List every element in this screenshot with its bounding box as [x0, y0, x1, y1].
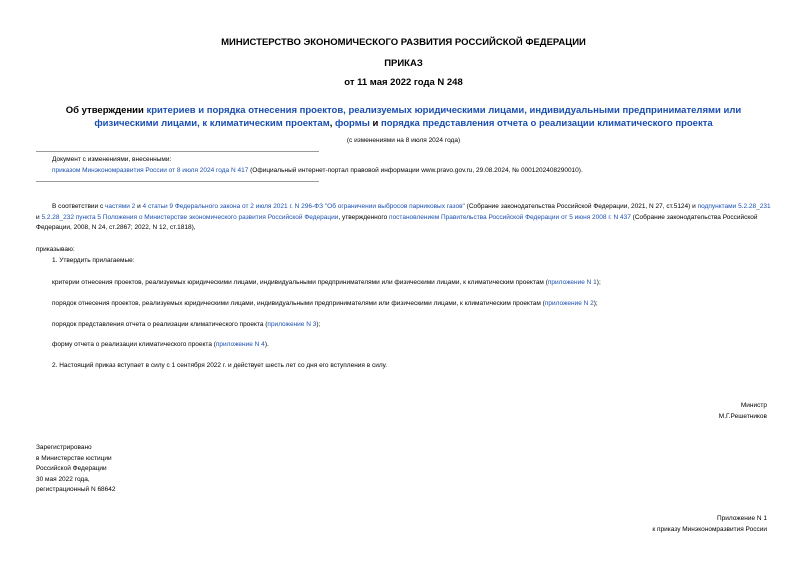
appendix-3-link[interactable]: приложение N 3	[267, 321, 317, 328]
order-word: приказываю:	[36, 246, 75, 253]
appendix-header-line1: Приложение N 1	[716, 515, 767, 522]
appendix-2-link[interactable]: приложение N 2	[544, 300, 594, 307]
divider-bottom	[36, 181, 319, 182]
order-heading: ПРИКАЗ	[384, 58, 423, 69]
basis-text: (Собрание законодательства Российской Федерации, 2008, N 24, ст.2867; 2022, N 12, ст.1818),	[36, 213, 758, 231]
basis-text: В соответствии с	[52, 203, 106, 210]
appendix-text: порядок представления отчета о реализации климатического проекта (	[52, 321, 268, 328]
amendments-note: (с изменениями на 8 июля 2024 года)	[346, 137, 461, 144]
basis-text: и	[36, 213, 42, 221]
basis-text: (Собрание законодательства Российской Федерации, 2021, N 27, ст.5124) и	[464, 203, 698, 210]
document-title	[36, 104, 771, 130]
registration-line: в Министерстве юстиции	[36, 454, 112, 462]
document-changes-note	[52, 154, 772, 176]
doc-note-line1: Документ с изменениями, внесенными:	[52, 156, 172, 163]
appendix-item-1	[52, 278, 772, 289]
title-sep: ,	[329, 118, 336, 129]
amending-order-link[interactable]: приказом Минэкономразвития России от 8 июля 2024 года N 417	[52, 167, 249, 174]
item-2: 2. Настоящий приказ вступает в силу с 1 сентября 2022 г. и действует шесть лет со дня его вступления в силу.	[52, 362, 388, 369]
basis-link-regulation[interactable]: 5.2.28_232 пункта 5 Положения о Министерстве экономического развития Российской Федерации	[41, 213, 339, 221]
appendix-1-link[interactable]: приложение N 1	[547, 279, 597, 286]
appendix-text: критерии отнесения проектов, реализуемых юридическими лицами, индивидуальными предпринимателями или физическими лицами, к климатическим проектам (	[52, 279, 548, 286]
appendix-text: порядок отнесения проектов, реализуемых юридическими лицами, индивидуальными предпринимателями или физическими лицами, к климатическим проектам (	[52, 300, 545, 307]
appendix-4-link[interactable]: приложение N 4	[215, 341, 265, 348]
title-prefix: Об утверждении	[65, 105, 147, 116]
ministry-heading: МИНИСТЕРСТВО ЭКОНОМИЧЕСКОГО РАЗВИТИЯ РОССИЙСКОЙ ФЕДЕРАЦИИ	[221, 37, 586, 48]
basis-link-parts2[interactable]: частями 2	[105, 203, 136, 210]
basis-text: , утвержденного	[338, 213, 390, 221]
appendix-item-4	[52, 340, 772, 351]
basis-text: и	[135, 203, 143, 210]
registration-line: регистрационный N 68642	[36, 486, 116, 493]
appendix-end: );	[596, 279, 601, 286]
doc-note-rest: (Официальный интернет-портал правовой информации www.pravo.gov.ru, 29.08.2024, № 0001202408290010).	[248, 167, 583, 174]
appendix-end: );	[593, 300, 598, 307]
signature-name: М.Г.Решетников	[718, 412, 767, 420]
appendix-end: );	[316, 321, 321, 328]
registration-line: 30 мая 2022 года,	[36, 475, 90, 483]
basis-link-federal-law[interactable]: 4 статьи 9 Федерального закона от 2 июля 2021 г. N 296-ФЗ "Об ограничении выбросов парниковых газов"	[142, 203, 465, 210]
appendix-end: ).	[264, 341, 269, 348]
signature-block	[719, 401, 767, 422]
basis-link-government-decree[interactable]: постановлением Правительства Российской Федерации от 5 июня 2008 г. N 437	[389, 213, 631, 221]
appendix-header-line2: к приказу Минэкономразвития России	[652, 525, 767, 533]
registration-line: Российской Федерации	[36, 465, 107, 472]
item-1: 1. Утвердить прилагаемые:	[52, 257, 135, 264]
divider-top	[36, 151, 319, 152]
order-date: от 11 мая 2022 года N 248	[344, 77, 463, 88]
basis-paragraph	[36, 202, 772, 234]
basis-link-subparagraph-231[interactable]: подпунктами 5.2.28_231	[697, 203, 771, 210]
title-link-form[interactable]: формы	[335, 118, 370, 129]
registration-block	[36, 443, 116, 496]
appendix-text: форму отчета о реализации климатического проекта (	[52, 341, 216, 348]
appendix-item-2	[52, 299, 772, 310]
appendix-item-3	[52, 320, 772, 331]
appendix-header	[652, 514, 767, 535]
signature-position: Министр	[740, 402, 767, 409]
title-sep: и	[369, 118, 381, 129]
registration-line: Зарегистрировано	[36, 444, 92, 451]
title-link-criteria[interactable]: критериев и порядка отнесения проектов, реализуемых юридическими лицами, индивидуальными предпринимателями или физическими лицами, к климатическим проектам	[94, 105, 742, 129]
doc-note-line2	[52, 165, 772, 176]
title-link-report[interactable]: порядка представления отчета о реализации климатического проекта	[380, 118, 713, 129]
